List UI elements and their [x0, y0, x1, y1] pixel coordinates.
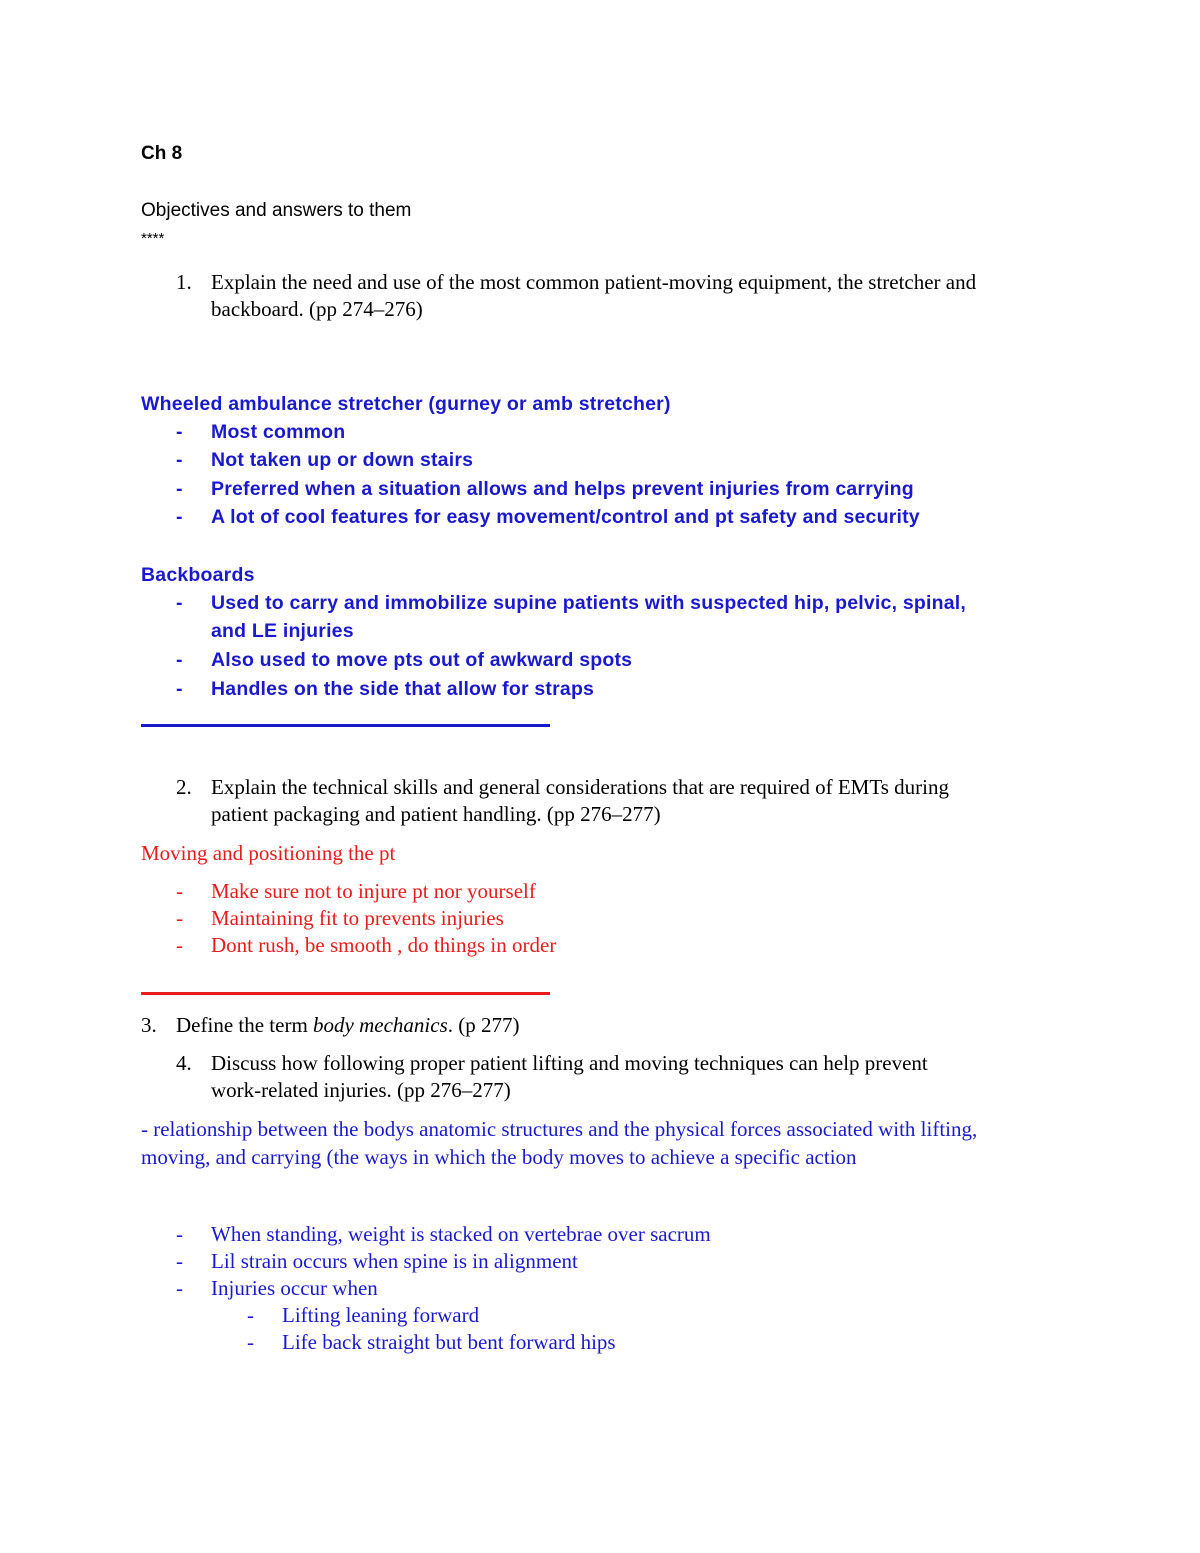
spine-subbullet: -	[247, 1330, 254, 1354]
spine-item: Injuries occur when	[211, 1276, 378, 1300]
backboards-bullet: -	[176, 649, 183, 671]
spine-bullet: -	[176, 1249, 183, 1273]
objective-1-number: 1.	[176, 270, 192, 294]
spine-bullet: -	[176, 1276, 183, 1300]
stretcher-bullet: -	[176, 449, 183, 471]
page-subtitle: Objectives and answers to them	[141, 200, 412, 221]
objective-4-line-1: Discuss how following proper patient lifting and moving techniques can help prevent	[211, 1051, 928, 1075]
objective-4-number: 4.	[176, 1051, 192, 1075]
moving-bullet: -	[176, 933, 183, 957]
spine-subitem: Lifting leaning forward	[282, 1303, 480, 1327]
stretcher-bullet: -	[176, 421, 183, 443]
moving-heading: Moving and positioning the pt	[141, 841, 396, 865]
objective-3-number: 3.	[141, 1013, 157, 1037]
objective-3-text: Define the term body mechanics. (p 277)	[176, 1013, 520, 1037]
red-divider	[141, 992, 550, 995]
stars-separator: ****	[141, 230, 165, 247]
backboards-item: Also used to move pts out of awkward spots	[211, 649, 633, 671]
spine-subitem: Life back straight but bent forward hips	[282, 1330, 616, 1354]
objective-1-line-1: Explain the need and use of the most common patient-moving equipment, the stretcher and	[211, 270, 977, 294]
moving-bullet: -	[176, 879, 183, 903]
moving-item: Dont rush, be smooth , do things in order	[211, 933, 557, 957]
stretcher-heading: Wheeled ambulance stretcher (gurney or amb stretcher)	[141, 393, 671, 415]
backboards-item: Used to carry and immobilize supine patients with suspected hip, pelvic, spinal,	[211, 592, 967, 614]
definition-line-1: - relationship between the bodys anatomic structures and the physical forces associated with lifting,	[141, 1117, 978, 1141]
spine-subbullet: -	[247, 1303, 254, 1327]
stretcher-bullet: -	[176, 506, 183, 528]
backboards-item-continued: and LE injuries	[211, 620, 354, 642]
backboards-bullet: -	[176, 678, 183, 700]
page-title: Ch 8	[141, 143, 183, 164]
objective-2-line-1: Explain the technical skills and general considerations that are required of EMTs during	[211, 775, 949, 799]
stretcher-item: Most common	[211, 421, 346, 443]
definition-line-2: moving, and carrying (the ways in which the body moves to achieve a specific action	[141, 1145, 857, 1169]
objective-3-term: body mechanics	[313, 1013, 448, 1037]
stretcher-bullet: -	[176, 478, 183, 500]
backboards-item: Handles on the side that allow for straps	[211, 678, 595, 700]
blue-divider	[141, 724, 550, 727]
spine-bullet: -	[176, 1222, 183, 1246]
moving-item: Make sure not to injure pt nor yourself	[211, 879, 536, 903]
stretcher-item: Preferred when a situation allows and helps prevent injuries from carrying	[211, 478, 914, 500]
objective-1-line-2: backboard. (pp 274–276)	[211, 297, 423, 321]
backboards-heading: Backboards	[141, 564, 255, 586]
objective-4-line-2: work-related injuries. (pp 276–277)	[211, 1078, 511, 1102]
objective-2-number: 2.	[176, 775, 192, 799]
backboards-bullet: -	[176, 592, 183, 614]
spine-item: When standing, weight is stacked on vertebrae over sacrum	[211, 1222, 711, 1246]
objective-2-line-2: patient packaging and patient handling. (pp 276–277)	[211, 802, 661, 826]
stretcher-item: Not taken up or down stairs	[211, 449, 474, 471]
spine-item: Lil strain occurs when spine is in alignment	[211, 1249, 578, 1273]
moving-bullet: -	[176, 906, 183, 930]
moving-item: Maintaining fit to prevents injuries	[211, 906, 504, 930]
stretcher-item: A lot of cool features for easy movement/control and pt safety and security	[211, 506, 920, 528]
